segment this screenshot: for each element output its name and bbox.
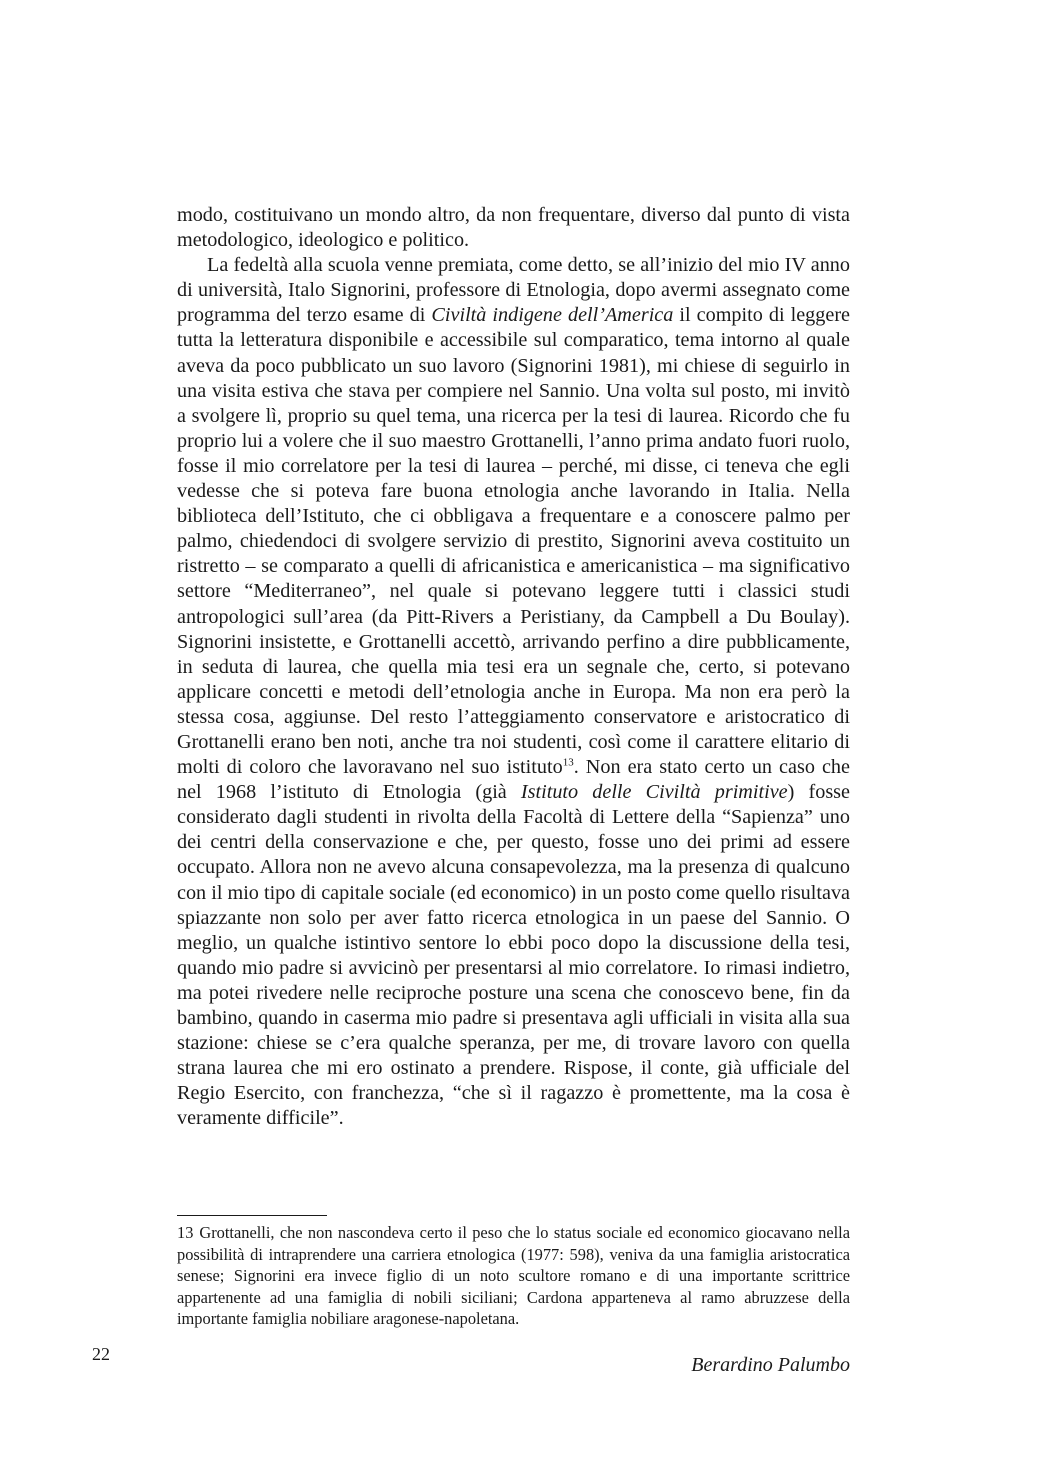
footnote-number: 13 xyxy=(177,1223,194,1242)
page-number: 22 xyxy=(92,1344,110,1364)
paragraph-2 xyxy=(177,253,850,1131)
footnote-divider xyxy=(177,1215,327,1216)
main-text xyxy=(177,203,850,1131)
paragraph-2-text-a: La fedeltà alla scuola venne premiata, come detto, se all’inizio del mio IV anno di università, Italo Signorini, professore di Etnologia, dopo avermi assegnato come programma del terzo esame di xyxy=(177,254,850,327)
footnote-text: Grottanelli, che non nascondeva certo il peso che lo status sociale ed economico giocavano nella possibilità di intraprendere una carriera etnologica (1977: 598), veniva da una famiglia aristocratica senese; Signorini era invece figlio di un noto scultore romano e di una importante scrittrice appartenente ad una famiglia di nobili siciliani; Cardona apparteneva al ramo abruzzese della importante famiglia nobiliare aragonese-napoletana. xyxy=(177,1223,850,1329)
author-running-footer: Berardino Palumbo xyxy=(691,1354,850,1376)
paragraph-1 xyxy=(177,203,850,253)
paragraph-1-text: modo, costituivano un mondo altro, da non frequentare, diverso dal punto di vista metodologico, ideologico e politico. xyxy=(177,204,850,252)
footnote-13 xyxy=(177,1222,850,1330)
paragraph-2-text-c: . Non era stato certo un caso che nel 1968 l’istituto di Etnologia (già xyxy=(177,756,850,804)
footnote-reference-13[interactable]: 13 xyxy=(562,756,574,769)
paragraph-2-text-d: ) fosse considerato dagli studenti in rivolta della Facoltà di Lettere della “Sapienza” uno dei centri della conservazione e che, per questo, fosse uno dei primi ad essere occupato. Allora non ne avevo alcuna consapevolezza, ma la presenza di qualcuno con il mio tipo di capitale sociale (ed economico) in un posto come quello risultava spiazzante non solo per aver fatto ricerca etnologica in un paese del Sannio. O meglio, un qualche istintivo sentore lo ebbi poco dopo la discussione della tesi, quando mio padre si avvicinò per presentarsi al mio correlatore. Io rimasi indietro, ma potei rivedere nelle reciproche posture una scena che conoscevo bene, fin da bambino, quando in caserma mio padre si presentava agli ufficiali in visita alla sua stazione: chiese se c’era qualche speranza, per me, di trovare lavoro con quella strana laurea che mi ero ostinato a prendere. Rispose, il conte, già ufficiale del Regio Esercito, con franchezza, “che sì il ragazzo è promettente, ma la cosa è veramente difficile”. xyxy=(177,781,850,1130)
italic-title-civilta-indigene: Civiltà indigene dell’America xyxy=(431,304,674,327)
italic-istituto-civilta-primitive: Istituto delle Civiltà primitive xyxy=(520,781,788,804)
paragraph-2-text-b: il compito di leggere tutta la letteratura disponibile e accessibile sul comparatico, tema intorno al quale aveva da poco pubblicato un suo lavoro (Signorini 1981), mi chiese di seguirlo in una visita estiva che stava per compiere nel Sannio. Una volta sul posto, mi invitò a svolgere lì, proprio su quel tema, una ricerca per la tesi di laurea. Ricordo che fu proprio lui a volere che il suo maestro Grottanelli, l’anno prima andato fuori ruolo, fosse il mio correlatore per la tesi di laurea – perché, mi disse, ci teneva che egli vedesse che si poteva fare buona etnologia anche lavorando in Italia. Nella biblioteca dell’Istituto, che ci obbligava a frequentare e a conoscere palmo per palmo, chiedendoci di svolgere servizio di prestito, Signorini aveva costituito un ristretto – se comparato a quelli di africanistica e americanistica – ma significativo settore “Mediterraneo”, nel quale si potevano leggere tutti i classici studi antropologici sull’area (da Pitt-Rivers a Peristiany, da Campbell a Du Boulay). Signorini insistette, e Grottanelli accettò, arrivando perfino a dire pubblicamente, in seduta di laurea, che quella mia tesi era un segnale che, certo, si potevano applicare concetti e metodi dell’etnologia anche in Europa. Ma non era però la stessa cosa, aggiunse. Del resto l’atteggiamento conservatore e aristocratico di Grottanelli erano ben noti, anche tra noi studenti, così come il carattere elitario di molti di coloro che lavoravano nel suo istituto xyxy=(177,304,851,779)
